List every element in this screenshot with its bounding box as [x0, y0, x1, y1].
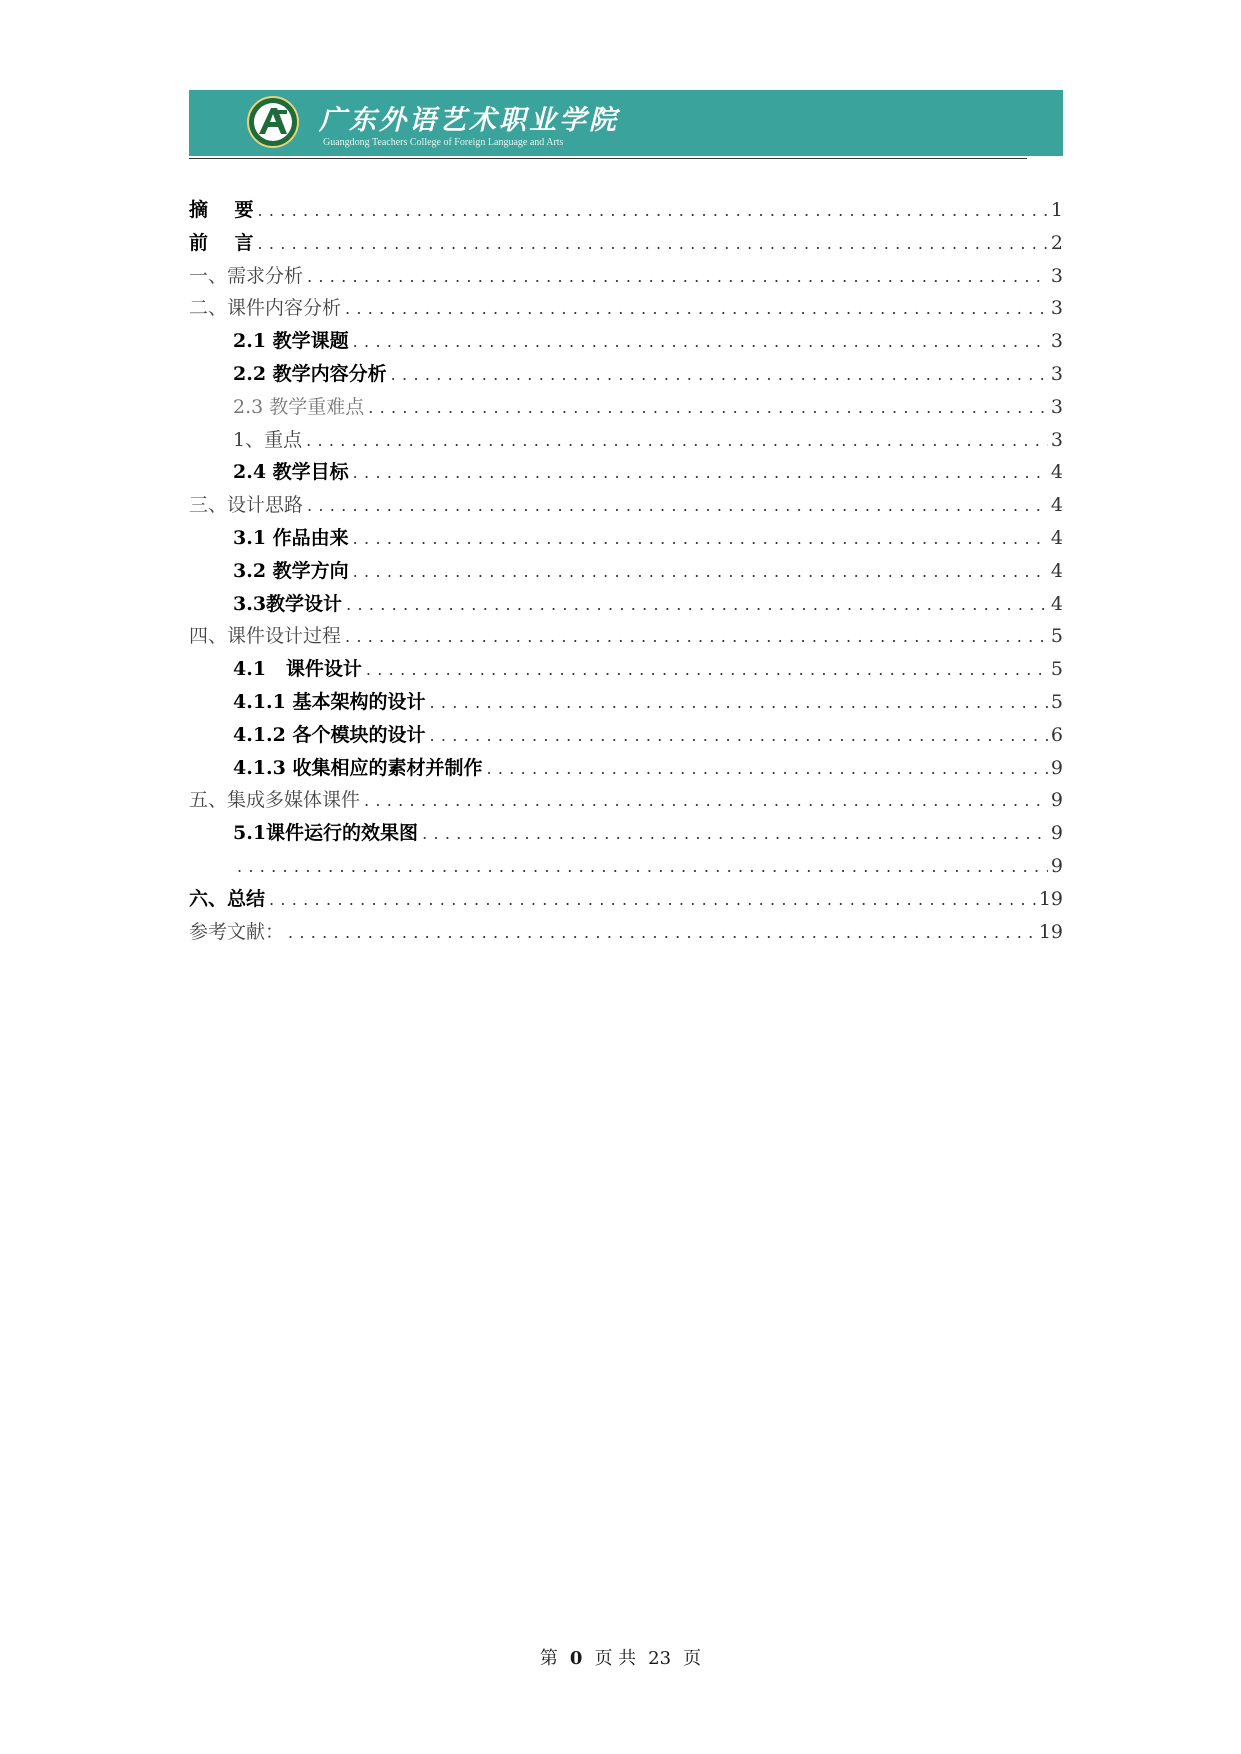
- toc-entry-label: 3.3教学设计: [233, 592, 343, 615]
- toc-dot-leader: [364, 785, 1048, 818]
- toc-entry-4-1[interactable]: [189, 653, 1063, 686]
- toc-page-number: 4: [1050, 461, 1063, 484]
- toc-entry-label: 一、需求分析: [189, 264, 304, 287]
- toc-page-number: 2: [1050, 231, 1063, 254]
- toc-entry-label: 摘 要: [189, 199, 254, 221]
- toc-entry-label: 五、集成多媒体课件: [189, 789, 361, 812]
- toc-page-number: 5: [1050, 658, 1063, 681]
- toc-page-number: 3: [1050, 362, 1063, 385]
- toc-entry-references[interactable]: [189, 916, 1063, 949]
- toc-page-number: 9: [1050, 789, 1063, 812]
- toc-entry-label: 四、课件设计过程: [189, 625, 342, 648]
- toc-page-number: 5: [1050, 690, 1063, 713]
- toc-page-number: 3: [1050, 395, 1063, 418]
- footer-total-pages: 23: [648, 1648, 672, 1669]
- toc-dot-leader: [257, 228, 1047, 261]
- college-logo-icon: [247, 96, 299, 148]
- toc-entry-label: 三、设计思路: [189, 494, 304, 517]
- toc-entry-2-2[interactable]: [189, 358, 1063, 391]
- footer-prefix: 第: [539, 1648, 558, 1669]
- toc-dot-leader: [257, 195, 1047, 228]
- toc-page-number: 4: [1050, 494, 1063, 517]
- toc-entry-key-points[interactable]: [189, 424, 1063, 457]
- toc-entry-label: 3.2 教学方向: [233, 559, 349, 582]
- toc-page-number: 1: [1050, 199, 1063, 221]
- toc-dot-leader: [353, 556, 1048, 589]
- toc-dot-leader: [353, 523, 1048, 556]
- toc-entry-label: 4.1.2 各个模块的设计: [233, 723, 426, 746]
- toc-dot-leader: [345, 293, 1048, 326]
- toc-entry-untitled[interactable]: [189, 850, 1063, 883]
- footer-middle: 页 共: [594, 1648, 637, 1669]
- toc-page-number: 6: [1050, 723, 1063, 746]
- college-english-name: Guangdong Teachers College of Foreign Language and Arts: [323, 137, 564, 148]
- toc-page-number: 3: [1050, 428, 1063, 451]
- page-footer: [0, 1644, 1241, 1670]
- toc-page-number: 19: [1038, 887, 1063, 910]
- toc-page-number: 3: [1050, 297, 1063, 320]
- toc-dot-leader: [368, 392, 1048, 425]
- toc-entry-2-3[interactable]: [189, 391, 1063, 424]
- toc-page-number: 3: [1050, 264, 1063, 287]
- toc-entry-label: 六、总结: [189, 887, 266, 910]
- toc-entry-label: 二、课件内容分析: [189, 297, 342, 320]
- toc-page-number: 19: [1038, 920, 1063, 943]
- toc-dot-leader: [307, 261, 1048, 294]
- toc-entry-section-2[interactable]: [189, 292, 1063, 325]
- toc-entry-label: 2.1 教学课题: [233, 330, 349, 353]
- toc-entry-section-3[interactable]: [189, 489, 1063, 522]
- toc-entry-section-5[interactable]: [189, 784, 1063, 817]
- toc-dot-leader: [422, 818, 1048, 851]
- toc-page-number: 9: [1050, 756, 1063, 779]
- toc-page-number: 9: [1050, 854, 1063, 877]
- toc-entry-3-1[interactable]: [189, 522, 1063, 555]
- toc-entry-label: 1、重点: [233, 428, 303, 451]
- toc-entry-label: 5.1课件运行的效果图: [233, 822, 419, 845]
- toc-entry-4-1-2[interactable]: [189, 719, 1063, 752]
- toc-dot-leader: [430, 687, 1048, 720]
- toc-dot-leader: [269, 884, 1036, 917]
- toc-entry-label: 4.1.3 收集相应的素材并制作: [233, 756, 483, 779]
- toc-dot-leader: [366, 654, 1048, 687]
- toc-entry-label: 前 言: [189, 231, 254, 254]
- toc-page-number: 4: [1050, 526, 1063, 549]
- toc-dot-leader: [306, 425, 1048, 458]
- college-name: 广东外语艺术职业学院: [319, 105, 619, 136]
- toc-entry-4-1-1[interactable]: [189, 686, 1063, 719]
- toc-dot-leader: [353, 457, 1048, 490]
- toc-dot-leader: [353, 326, 1048, 359]
- toc-dot-leader: [430, 720, 1048, 753]
- toc-entry-label: 2.2 教学内容分析: [233, 362, 387, 385]
- toc-entry-2-1[interactable]: [189, 325, 1063, 358]
- toc-dot-leader: [237, 851, 1048, 884]
- toc-entry-label: 3.1 作品由来: [233, 526, 349, 549]
- toc-entry-section-1[interactable]: [189, 260, 1063, 293]
- header-divider: [189, 158, 1027, 159]
- toc-dot-leader: [288, 917, 1036, 950]
- toc-entry-label: 2.4 教学目标: [233, 461, 349, 484]
- toc-dot-leader: [307, 490, 1048, 523]
- toc-entry-3-2[interactable]: [189, 555, 1063, 588]
- toc-entry-abstract[interactable]: [189, 194, 1063, 227]
- toc-entry-preface[interactable]: [189, 227, 1063, 260]
- header-banner: [189, 90, 1063, 156]
- toc-dot-leader: [346, 589, 1048, 622]
- table-of-contents: [189, 194, 1063, 948]
- footer-current-page: 0: [569, 1648, 583, 1669]
- toc-entry-5-1[interactable]: [189, 817, 1063, 850]
- toc-entry-label: 4.1.1 基本架构的设计: [233, 690, 426, 713]
- toc-entry-2-4[interactable]: [189, 456, 1063, 489]
- toc-entry-label: 2.3 教学重难点: [233, 395, 365, 418]
- toc-entry-section-4[interactable]: [189, 620, 1063, 653]
- toc-dot-leader: [391, 359, 1048, 392]
- footer-suffix: 页: [683, 1648, 702, 1669]
- toc-page-number: 4: [1050, 559, 1063, 582]
- toc-entry-section-6[interactable]: [189, 883, 1063, 916]
- toc-entry-3-3[interactable]: [189, 588, 1063, 621]
- toc-entry-4-1-3[interactable]: [189, 752, 1063, 785]
- toc-dot-leader: [487, 753, 1048, 786]
- toc-entry-label: 参考文献：: [189, 920, 285, 943]
- toc-dot-leader: [345, 621, 1048, 654]
- toc-page-number: 5: [1050, 625, 1063, 648]
- toc-page-number: 9: [1050, 822, 1063, 845]
- toc-page-number: 3: [1050, 330, 1063, 353]
- toc-entry-label: 4.1 课件设计: [233, 658, 362, 681]
- toc-page-number: 4: [1050, 592, 1063, 615]
